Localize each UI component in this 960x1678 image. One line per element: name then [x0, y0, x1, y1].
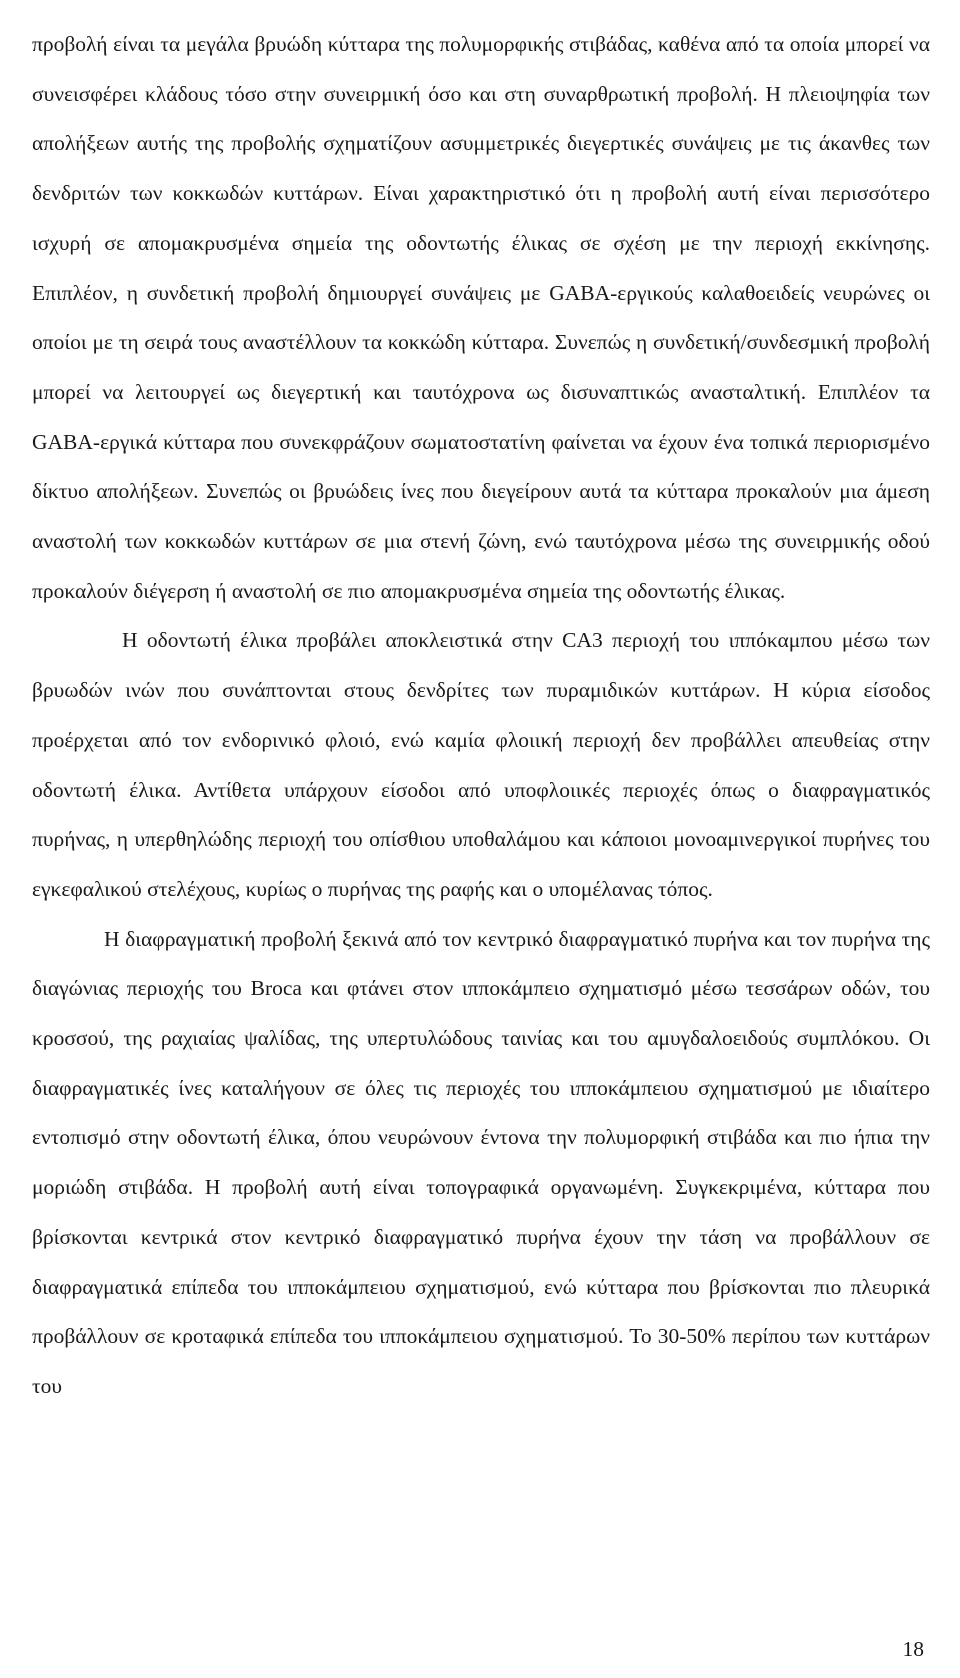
paragraph-continuation: προβολή είναι τα μεγάλα βρυώδη κύτταρα της πολυμορφικής στιβάδας, καθένα από τα οποία μπορεί να συνεισφέρει κλάδους τόσο στην συνειρμική όσο και στη συναρθρωτική προβολή. Η πλειοψηφία των απολήξεων αυτής της προβολής σχηματίζουν ασυμμετρικές διεγερτικές συνάψεις με τις άκανθες των δενδριτών των κοκκωδών κυττάρων. Είναι χαρακτηριστικό ότι η προβολή αυτή είναι περισσότερο ισχυρή σε απομακρυσμένα σημεία της οδοντωτής έλικας σε σχέση με την περιοχή εκκίνησης. Επιπλέον, η συνδετική προβολή δημιουργεί συνάψεις με GABA-εργικούς καλαθοειδείς νευρώνες οι οποίοι με τη σειρά τους αναστέλλουν τα κοκκώδη κύτταρα. Συνεπώς η συνδετική/συνδεσμική προβολή μπορεί να λειτουργεί ως διεγερτική και ταυτόχρονα ως δισυναπτικώς ανασταλτική. Επιπλέον τα GABA-εργικά κύτταρα που συνεκφράζουν σωματοστατίνη φαίνεται να έχουν ένα τοπικά περιορισμένο δίκτυο απολήξεων. Συνεπώς οι βρυώδεις ίνες που διεγείρουν αυτά τα κύτταρα προκαλούν μια άμεση αναστολή των κοκκωδών κυττάρων σε μια στενή ζώνη, ενώ ταυτόχρονα μέσω της συνειρμικής οδού προκαλούν διέγερση ή αναστολή σε πιο απομακρυσμένα σημεία της οδοντωτής έλικας.	[32, 32, 930, 603]
paragraph-dentate-gyrus: Η οδοντωτή έλικα προβάλει αποκλειστικά στην CA3 περιοχή του ιππόκαμπου μέσω των βρυωδών ινών που συνάπτονται στους δενδρίτες των πυραμιδικών κυττάρων. Η κύρια είσοδος προέρχεται από τον ενδορινικό φλοιό, ενώ καμία φλοιική περιοχή δεν προβάλλει απευθείας στην οδοντωτή έλικα. Αντίθετα υπάρχουν είσοδοι από υποφλοιικές περιοχές όπως ο διαφραγματικός πυρήνας, η υπερθηλώδης περιοχή του οπίσθιου υποθαλάμου και κάποιοι μονοαμινεργικοί πυρήνες του εγκεφαλικού στελέχους, κυρίως ο πυρήνας της ραφής και ο υπομέλανας τόπος.	[32, 628, 930, 901]
page-number: 18	[902, 1637, 924, 1661]
paragraph-septal-projection: Η διαφραγματική προβολή ξεκινά από τον κεντρικό διαφραγματικό πυρήνα και τον πυρήνα της διαγώνιας περιοχής του Broca και φτάνει στον ιπποκάμπειο σχηματισμό μέσω τεσσάρων οδών, του κροσσού, της ραχιαίας ψαλίδας, της υπερτυλώδους ταινίας και του αμυγδαλοειδούς συμπλόκου. Οι διαφραγματικές ίνες καταλήγουν σε όλες τις περιοχές του ιπποκάμπειου σχηματισμού με ιδιαίτερο εντοπισμό στην οδοντωτή έλικα, όπου νευρώνουν έντονα την πολυμορφική στιβάδα και πιο ήπια την μοριώδη στιβάδα. Η προβολή αυτή είναι τοπογραφικά οργανωμένη. Συγκεκριμένα, κύτταρα που βρίσκονται κεντρικά στον κεντρικό διαφραγματικό πυρήνα έχουν την τάση να προβάλλουν σε διαφραγματικά επίπεδα του ιπποκάμπειου σχηματισμού, ενώ κύτταρα που βρίσκονται πιο πλευρικά προβάλλουν σε κροταφικά επίπεδα του ιπποκάμπειου σχηματισμού. Το 30-50% περίπου των κυττάρων του	[32, 926, 930, 1398]
body-text	[32, 20, 930, 1412]
